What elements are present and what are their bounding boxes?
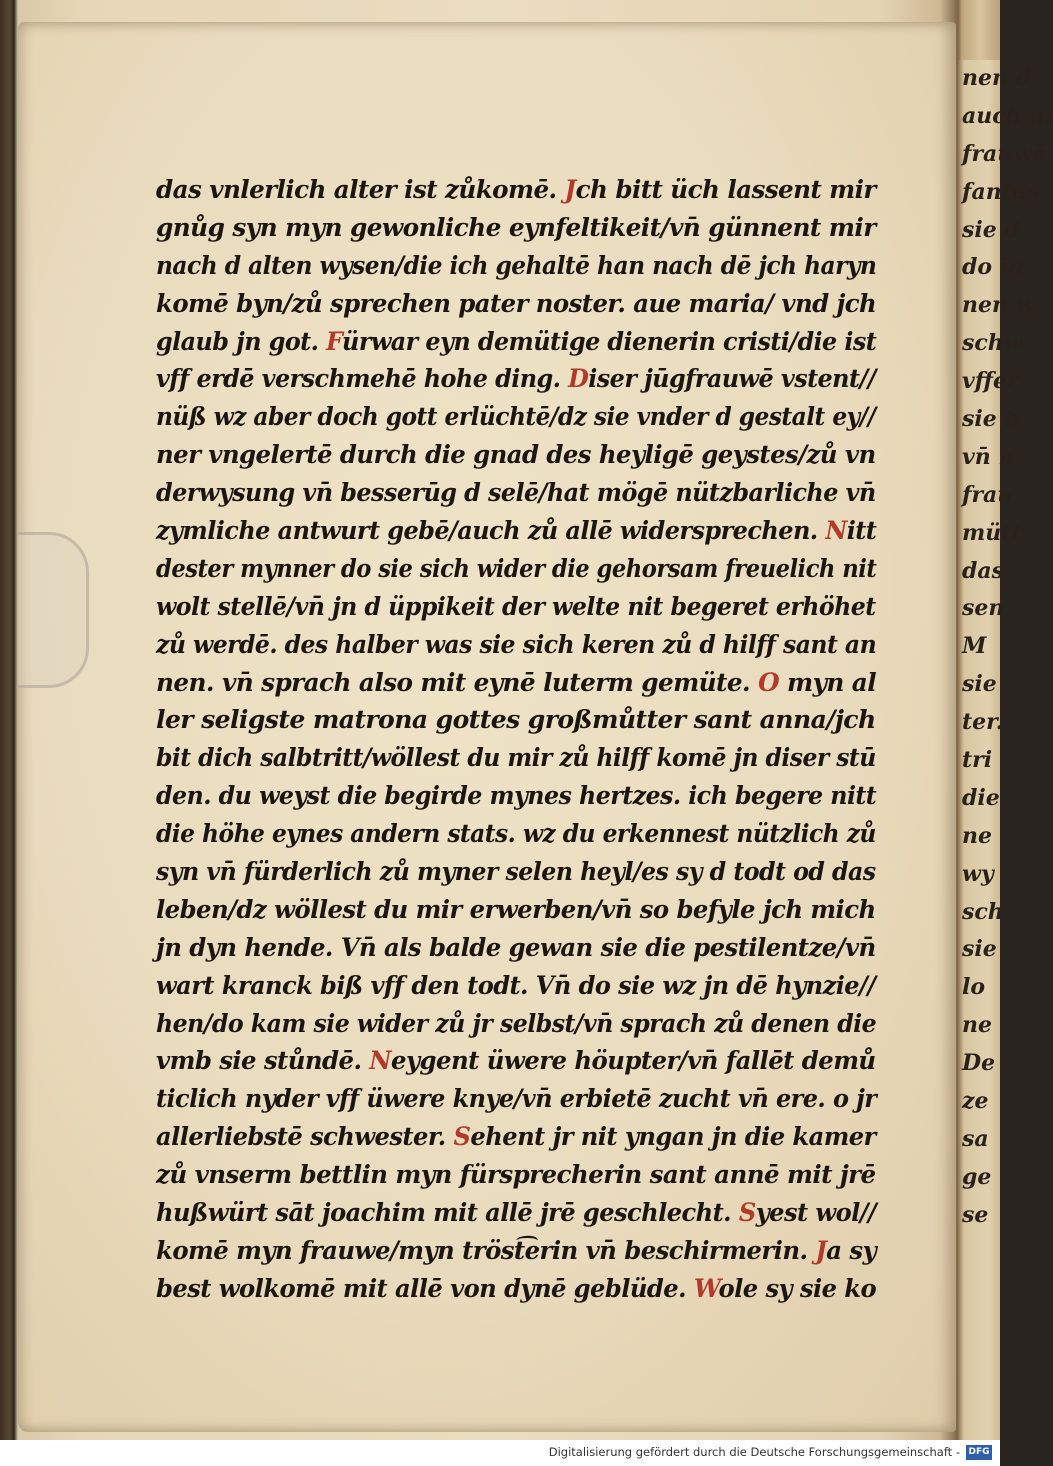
rubricated-initial: S <box>738 1198 756 1229</box>
text-line: vff erdē verschmehē hohe ding. Diser jūgfrauwē vstent// <box>156 364 876 395</box>
text-line: das vnlerlich alter ist zůkomē. Jch bitt üch lassent mir <box>156 175 876 205</box>
text-line: vmb sie stůndē. Neygent üwere höupter/vn̄ fallēt demů <box>156 1046 876 1077</box>
text-line: allerliebstē schwester. Sehent jr nit yngan jn die kamer <box>156 1122 876 1153</box>
dfg-logo: DFG <box>966 1445 992 1460</box>
right-page-fragment: do ig <box>962 254 1024 281</box>
text-line: nüß wz aber doch gott erlüchtē/dz sie vnder d gestalt ey// <box>156 402 876 433</box>
right-page-fragment: mütt <box>962 519 1022 546</box>
text-line: zů werdē. des halber was sie sich keren zů d hilff sant an <box>156 629 877 660</box>
main-text-block <box>156 172 876 1309</box>
right-page-fragment: sch <box>962 898 1004 925</box>
book-page-right-edge <box>958 60 1053 1440</box>
right-page-fragment: sie b <box>962 406 1020 433</box>
right-page-fragment: vn̄ n <box>962 443 1015 470</box>
right-page-fragment: ne <box>962 822 992 849</box>
right-page-fragment: sie d <box>962 216 1020 243</box>
text-line: gnůg syn myn gewonliche eynfeltikeit/vn̄ günnent mir <box>156 212 876 243</box>
right-page-fragment: sa <box>962 1125 989 1152</box>
right-page-fragment: wy <box>962 860 994 887</box>
right-page-fragment: nen w <box>962 292 1035 319</box>
right-page-fragment: ge <box>962 1163 992 1190</box>
book-page-left <box>18 22 956 1432</box>
right-page-fragment: nen d <box>962 65 1032 91</box>
rubricated-initial: J <box>564 175 576 205</box>
rubricated-initial: D <box>568 364 589 395</box>
right-page-fragment: fantas <box>962 178 1039 205</box>
text-line: glaub jn got. Fürwar eyn demütige dienerin cristi/die ist <box>156 326 877 357</box>
text-line: nach d alten wysen/die ich gehaltē han nach dē jch haryn <box>156 250 877 281</box>
footer-credit: Digitalisierung gefördert durch die Deutsche Forschungsgemeinschaft - <box>548 1445 960 1459</box>
rubricated-initial: N <box>369 1046 392 1077</box>
text-line: jn dyn hende. Vn̄ als balde gewan sie die pestilentze/vn̄ <box>156 932 876 963</box>
right-page-fragment: ne <box>962 1012 992 1039</box>
text-line: wart kranck biß vff den todt. Vn̄ do sie wz jn dē hynzie// <box>156 970 876 1001</box>
rubricated-initial: S <box>453 1122 471 1153</box>
rubricated-initial: O <box>758 667 780 698</box>
text-line: wolt stellē/vn̄ jn d üppikeit der welte nit begeret erhöhet <box>156 591 876 622</box>
right-page-fragment: M <box>962 633 987 660</box>
right-page-fragment: die <box>962 784 1000 811</box>
right-page-fragment: vffer <box>962 368 1019 395</box>
right-page-fragment: tri <box>962 747 993 774</box>
right-page-fragment: se <box>962 1201 989 1228</box>
text-line: nen. vn̄ sprach also mit eynē luterm gemüte. O myn al <box>156 667 877 698</box>
right-page-fragment: frau <box>962 481 1014 508</box>
rubricated-initial: F <box>326 326 343 357</box>
text-line: dester mynner do sie sich wider die gehorsam freuelich nit <box>156 553 877 584</box>
right-page-fragment: ter. <box>962 709 1004 736</box>
text-line: best wolkomē mit allē von dynē geblüde. Wole sy sie ko <box>156 1273 877 1304</box>
text-line: zů vnserm bettlin myn fürsprecherin sant annē mit jrē <box>156 1160 876 1191</box>
text-line: ner vngelertē durch die gnad des heyligē geystes/zů vn <box>156 440 876 471</box>
text-line: ler seligste matrona gottes großmůtter sant anna/jch <box>156 705 876 736</box>
right-page-fragment: auch m <box>962 102 1053 129</box>
text-line: bit dich salbtritt/wöllest du mir zů hilff komē jn diser stū <box>156 743 876 774</box>
right-page-fragment: schw <box>962 330 1023 357</box>
right-page-fragment: sie <box>962 936 997 963</box>
right-page-fragment: De <box>962 1050 996 1077</box>
footer-bar <box>0 1440 1000 1466</box>
right-page-fragment: das <box>962 557 1005 584</box>
text-line: ticlich nyder vff üwere knye/vn̄ erbietē zucht vn̄ ere. o jr <box>156 1084 877 1115</box>
text-line: komē myn frauwe/myn tröst͡erin vn̄ beschirmerin. Ja sy <box>156 1235 877 1266</box>
text-line: syn vn̄ fürderlich zů myner selen heyl/es sy d todt od das <box>156 857 876 888</box>
text-line: komē byn/zů sprechen pater noster. aue maria/ vnd jch <box>156 288 877 319</box>
rubricated-initial: J <box>815 1235 827 1266</box>
text-line: leben/dz wöllest du mir erwerben/vn̄ so befyle jch mich <box>156 894 876 925</box>
text-line: den. du weyst die begirde mynes hertzes. ich begere nitt <box>156 781 877 812</box>
right-page-fragment: sen. <box>962 595 1013 622</box>
page-clip <box>18 532 89 688</box>
text-line: derwysung vn̄ besserūg d selē/hat mögē nützbarliche vn̄ <box>156 478 876 509</box>
right-page-fragment: frauwē <box>962 140 1047 167</box>
text-line: hen/do kam sie wider zů jr selbst/vn̄ sprach zů denen die <box>156 1008 877 1039</box>
right-page-fragment: sie <box>962 671 997 698</box>
text-line: die höhe eynes andern stats. wz du erkennest nützlich zů <box>156 819 876 850</box>
text-line: hußwürt sāt joachim mit allē jrē geschlecht. Syest wol// <box>156 1198 877 1229</box>
rubricated-initial: N <box>825 516 847 547</box>
right-page-fragment: lo <box>962 974 986 1001</box>
right-page-fragment: ze <box>962 1088 989 1115</box>
text-line: zymliche antwurt gebē/auch zů allē widersprechen. Nitt <box>156 516 877 547</box>
rubricated-initial: W <box>693 1273 719 1304</box>
